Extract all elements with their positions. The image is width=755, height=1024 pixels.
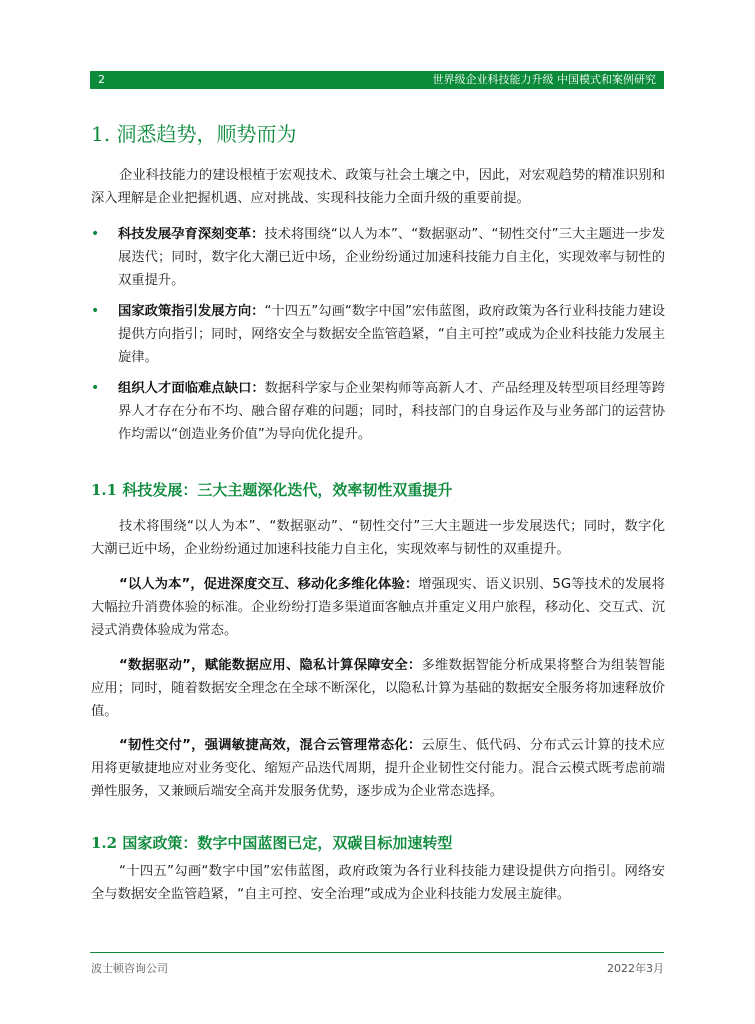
theme-lead: “数据驱动”，赋能数据应用、隐私计算保障安全： xyxy=(119,658,422,673)
section-1-intro: 企业科技能力的建设根植于宏观技术、政策与社会土壤之中，因此，对宏观趋势的精准识别和深入理解是企业把握机遇、应对挑战、实现科技能力全面升级的重要前提。 xyxy=(91,168,665,206)
bullet-item xyxy=(118,300,665,369)
bullet-icon: • xyxy=(91,226,100,242)
section-1-title: 1. 洞悉趋势，顺势而为 xyxy=(91,122,297,146)
theme-text: 增强现实、语义识别、5G等技术的发展将大幅拉升消费体验的标准。企业纷纷打造多渠道面客触点并重定义用户旅程，移动化、交互式、沉浸式消费体验成为常态。 xyxy=(91,577,665,638)
section-1-1-title: 1.1 科技发展：三大主题深化迭代，效率韧性双重提升 xyxy=(91,481,453,499)
theme-paragraph xyxy=(91,573,665,642)
section-1-2-intro: “十四五”勾画“数字中国”宏伟蓝图，政府政策为各行业科技能力建设提供方向指引。网络安全与数据安全监管趋紧，“自主可控、安全治理”或成为企业科技能力发展主旋律。 xyxy=(91,864,665,902)
page-number: 2 xyxy=(98,73,105,86)
theme-text: 云原生、低代码、分布式云计算的技术应用将更敏捷地应对业务变化、缩短产品迭代周期，提升企业韧性交付能力。混合云模式既考虑前端弹性服务，又兼顾后端安全高并发服务优势，逐步成为企业常态选择。 xyxy=(91,738,666,799)
theme-lead: “韧性交付”，强调敏捷高效，混合云管理常态化： xyxy=(119,738,422,753)
theme-lead: “以人为本”，促进深度交互、移动化多维化体验： xyxy=(119,577,419,592)
theme-text: 多维数据智能分析成果将整合为组装智能应用；同时，随着数据安全理念在全球不断深化，以隐私计算为基础的数据安全服务将加速释放价值。 xyxy=(91,658,666,719)
theme-paragraph xyxy=(91,734,665,803)
header-title: 世界级企业科技能力升级 中国模式和案例研究 xyxy=(432,73,656,86)
bullet-icon: • xyxy=(91,303,100,319)
footer-company: 波士顿咨询公司 xyxy=(91,962,168,975)
footer-divider xyxy=(90,952,664,953)
section-1-2-title: 1.2 国家政策：数字中国蓝图已定，双碳目标加速转型 xyxy=(91,834,453,852)
bullet-text: 技术将围绕“以人为本”、“数据驱动”、“韧性交付”三大主题进一步发展迭代；同时，数字化大潮已近中场，企业纷纷通过加速科技能力自主化，实现效率与韧性的双重提升。 xyxy=(118,227,666,288)
bullet-text: 数据科学家与企业架构师等高新人才、产品经理及转型项目经理等跨界人才存在分布不均、融合留存难的问题；同时，科技部门的自身运作及与业务部门的运营协作均需以“创造业务价值”为导向优化提升。 xyxy=(118,381,666,442)
bullet-icon: • xyxy=(91,380,100,396)
bullet-text: “十四五”勾画“数字中国”宏伟蓝图，政府政策为各行业科技能力建设提供方向指引；同时，网络安全与数据安全监管趋紧，“自主可控”或成为企业科技能力发展主旋律。 xyxy=(118,304,666,365)
section-1-1-intro: 技术将围绕“以人为本”、“数据驱动”、“韧性交付”三大主题进一步发展迭代；同时，数字化大潮已近中场，企业纷纷通过加速科技能力自主化，实现效率与韧性的双重提升。 xyxy=(91,519,665,557)
bullet-item xyxy=(118,223,665,292)
bullet-lead: 组织人才面临难点缺口： xyxy=(118,381,265,396)
bullet-item xyxy=(118,377,665,446)
footer-date: 2022年3月 xyxy=(607,962,664,975)
bullet-lead: 国家政策指引发展方向： xyxy=(118,304,265,319)
bullet-lead: 科技发展孕育深刻变革： xyxy=(118,227,265,242)
theme-paragraph xyxy=(91,654,665,723)
page-header xyxy=(90,71,664,89)
